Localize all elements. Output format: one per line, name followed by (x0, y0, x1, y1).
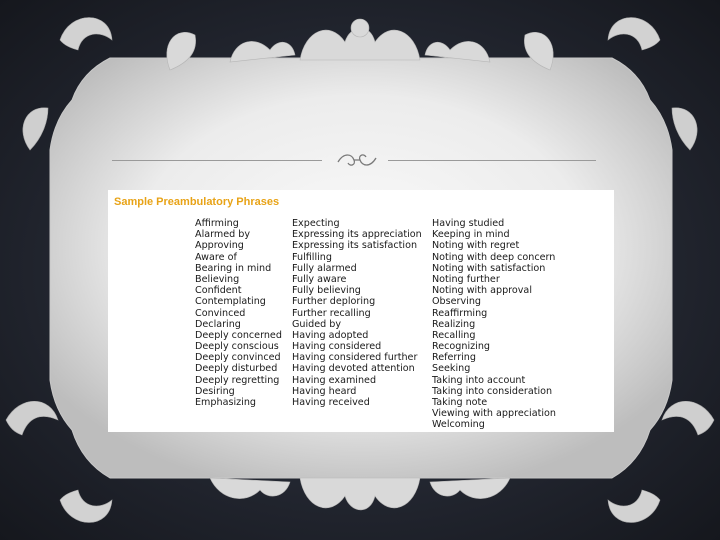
phrase-item: Deeply convinced (195, 352, 281, 364)
phrase-item: Contemplating (195, 296, 266, 308)
phrase-item: Noting with deep concern (432, 251, 556, 263)
phrase-item: Having adopted (292, 329, 369, 341)
divider-line-left (112, 160, 322, 161)
phrase-item: Having devoted attention (292, 363, 415, 375)
phrase-item: Having studied (432, 218, 505, 229)
phrase-item: Expressing its satisfaction (292, 240, 418, 252)
phrase-item: Fully alarmed (292, 262, 357, 274)
phrase-list-panel (108, 190, 614, 432)
phrase-column-1 (195, 218, 282, 408)
phrase-item: Noting with satisfaction (432, 262, 546, 274)
phrase-item: Fully aware (292, 273, 347, 285)
phrase-item: Declaring (195, 318, 241, 330)
phrase-item: Recognizing (432, 341, 490, 353)
phrase-item: Further recalling (292, 307, 371, 319)
phrase-item: Keeping in mind (432, 229, 510, 241)
phrase-item: Having received (292, 397, 370, 408)
phrase-item: Fully believing (292, 285, 361, 297)
phrase-item: Deeply disturbed (195, 363, 278, 375)
phrase-item: Having examined (292, 374, 377, 386)
phrase-item: Taking into account (432, 374, 526, 386)
phrase-item: Welcoming (432, 419, 485, 431)
phrase-item: Alarmed by (195, 229, 251, 241)
phrase-item: Seeking (432, 363, 471, 375)
phrase-item: Bearing in mind (195, 262, 272, 274)
phrase-item: Aware of (195, 251, 237, 263)
phrase-item: Recalling (432, 329, 476, 341)
phrase-item: Confident (195, 285, 242, 297)
phrase-item: Fulfilling (292, 251, 332, 263)
phrase-item: Having heard (292, 385, 357, 397)
divider-line-right (388, 160, 596, 161)
phrase-item: Desiring (195, 385, 235, 397)
panel-title: Sample Preambulatory Phrases (114, 196, 280, 208)
phrase-column-2 (292, 218, 422, 408)
phrase-item: Having considered (292, 341, 382, 353)
phrase-item: Deeply concerned (195, 329, 282, 341)
phrase-item: Realizing (432, 318, 476, 330)
bottom-flourish-icon (210, 478, 510, 510)
phrase-item: Observing (432, 296, 481, 308)
phrase-item: Approving (195, 240, 244, 252)
phrase-item: Noting further (432, 273, 500, 285)
phrase-item: Referring (432, 352, 476, 364)
phrase-column-3 (432, 218, 556, 431)
phrase-item: Having considered further (292, 352, 418, 364)
phrase-item: Expressing its appreciation (292, 229, 422, 241)
phrase-item: Deeply conscious (195, 341, 279, 353)
phrase-item: Reaffirming (432, 307, 488, 319)
scroll-ornament-icon (334, 150, 380, 170)
phrase-item: Deeply regretting (195, 374, 280, 386)
phrase-item: Noting with regret (432, 240, 520, 252)
phrase-item: Believing (195, 273, 240, 285)
phrase-item: Noting with approval (432, 285, 532, 297)
phrase-item: Further deploring (292, 296, 376, 308)
phrase-item: Expecting (292, 218, 340, 229)
phrase-item: Guided by (292, 318, 342, 330)
phrase-item: Emphasizing (195, 397, 256, 408)
phrase-item: Affirming (195, 218, 239, 229)
phrase-item: Taking note (432, 397, 488, 408)
phrase-item: Taking into consideration (432, 385, 553, 397)
phrase-item: Viewing with appreciation (432, 408, 556, 420)
phrase-item: Convinced (195, 307, 246, 319)
